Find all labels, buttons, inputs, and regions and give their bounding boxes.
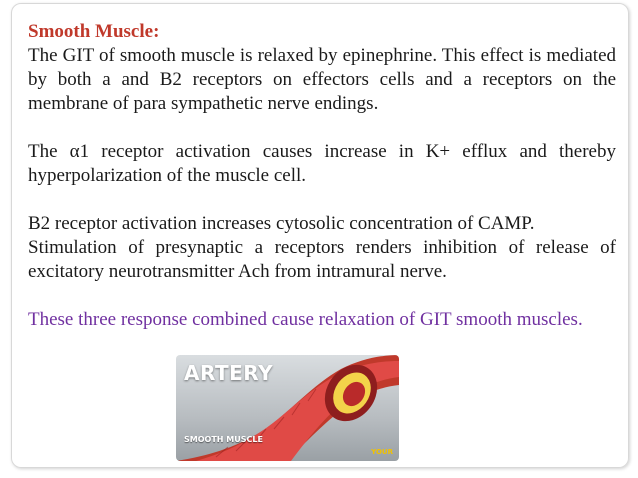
- spacer: [28, 188, 616, 212]
- spacer: [28, 284, 616, 308]
- slide-title: Smooth Muscle:: [28, 21, 160, 42]
- artery-image: [176, 355, 399, 461]
- brand-logo: YOUR: [371, 448, 393, 456]
- smooth-muscle-label: SMOOTH MUSCLE: [184, 435, 263, 444]
- paragraph-presynaptic: Stimulation of presynaptic a receptors renders inhibition of release of excitatory neurotransmitter Ach from intramural nerve.: [28, 237, 616, 282]
- paragraph-conclusion: These three response combined cause relaxation of GIT smooth muscles.: [28, 309, 583, 330]
- artery-label: ARTERY: [184, 361, 274, 385]
- slide-content: [28, 20, 616, 332]
- paragraph-alpha1: The α1 receptor activation causes increase in K+ efflux and thereby hyperpolarization of the muscle cell.: [28, 141, 616, 186]
- paragraph-b2: B2 receptor activation increases cytosolic concentration of CAMP.: [28, 213, 535, 234]
- spacer: [28, 116, 616, 140]
- paragraph-epinephrine: The GIT of smooth muscle is relaxed by epinephrine. This effect is mediated by both a and B2 receptors on effectors cells and a receptors on the membrane of para sympathetic nerve endings.: [28, 45, 616, 114]
